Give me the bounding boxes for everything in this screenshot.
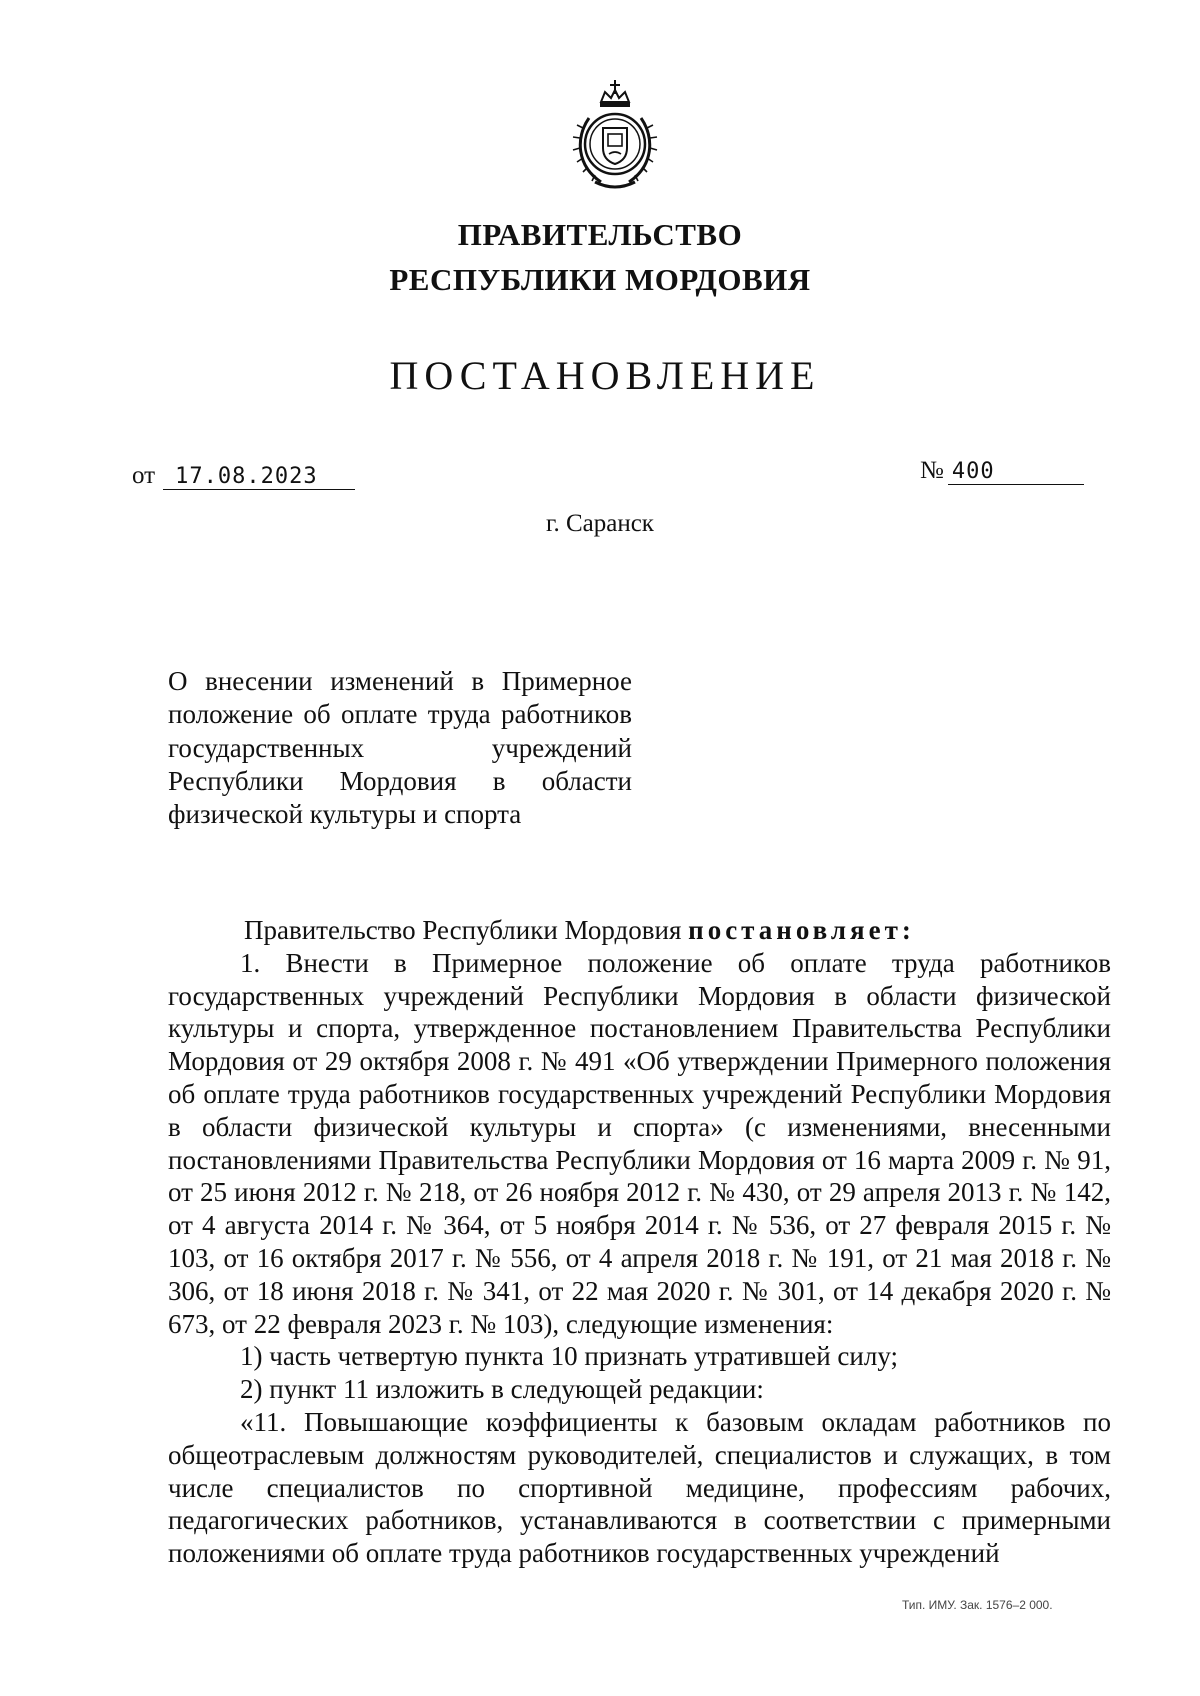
sub-item-1-paragraph: 1) часть четвертую пункта 10 признать утратившей силу; [240,1341,898,1372]
preamble-paragraph [168,914,1111,947]
preamble-text: Правительство Республики Мордовия [244,915,689,945]
printer-mark: Тип. ИМУ. Зак. 1576–2 000. [902,1598,1053,1612]
document-number-row [920,457,1084,485]
document-date: 17.08.2023 [163,464,355,490]
number-prefix: № [920,457,944,484]
government-title-line1: ПРАВИТЕЛЬСТВО [457,217,743,252]
document-date-row [132,462,355,490]
quoted-item-11-paragraph: «11. Повышающие коэффициенты к базовым окладам работников по общеотраслевым должностям руководителей, специалистов и служащих, в том числе специалистов по спортивной медицине, профессиям рабочих, педагогических работников, устанавливаются в соответствии с примерными положениями об оплате труда работников государственных учреждений [168,1406,1111,1569]
document-number: 400 [948,459,1084,485]
document-subject: О внесении изменений в Примерное положение об оплате труда работников государственных учреждений Республики Мордовия в области физической культуры и спорта [168,666,632,830]
item-1-paragraph: 1. Внести в Примерное положение об оплате труда работников государственных учреждений Республики Мордовия в области физической культуры и спорта, утвержденное постановлением Правительства Республики Мордовия от 29 октября 2008 г. № 491 «Об утверждении Примерного положения об оплате труда работников государственных учреждений Республики Мордовия в области физической культуры и спорта» (с изменениями, внесенными постановлениями Правительства Республики Мордовия от 16 марта 2009 г. № 91, от 25 июня 2012 г. № 218, от 26 ноября 2012 г. № 430, от 29 апреля 2013 г. № 142, от 4 августа 2014 г. № 364, от 5 ноября 2014 г. № 536, от 27 февраля 2015 г. № 103, от 16 октября 2017 г. № 556, от 4 апреля 2018 г. № 191, от 21 мая 2018 г. № 306, от 18 июня 2018 г. № 341, от 22 мая 2020 г. № 301, от 14 декабря 2020 г. № 673, от 22 февраля 2023 г. № 103), следующие изменения: [168,947,1111,1339]
document-body [168,914,1111,1570]
document-type-title: ПОСТАНОВЛЕНИЕ [389,353,821,398]
date-prefix: от [132,462,156,489]
coat-of-arms-icon [567,78,663,196]
preamble-emphasis: постановляет: [688,915,915,945]
sub-item-2-paragraph: 2) пункт 11 изложить в следующей редакции: [240,1374,764,1405]
document-city: г. Саранск [546,510,654,537]
government-title-line2: РЕСПУБЛИКИ МОРДОВИЯ [389,262,811,297]
